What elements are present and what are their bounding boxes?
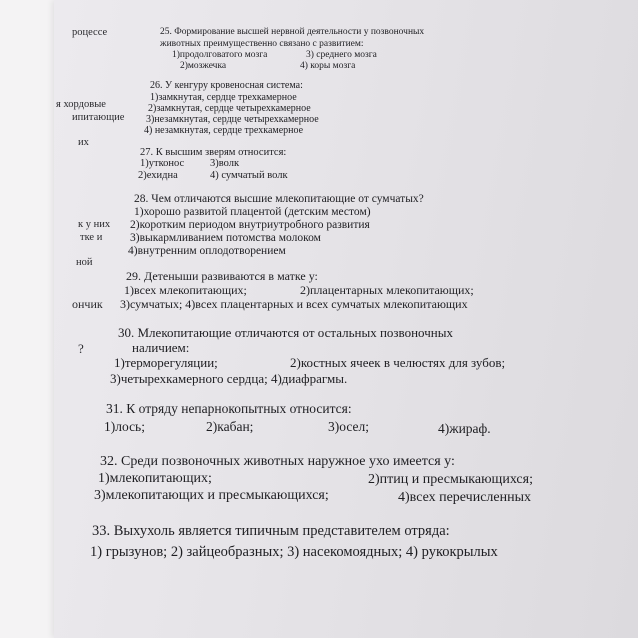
question-29-options-3-4: 3)сумчатых; 4)всех плацентарных и всех сумчатых млекопитающих bbox=[120, 297, 468, 311]
question-29-option-2: 2)плацентарных млекопитающих; bbox=[300, 283, 474, 297]
left-fragment: их bbox=[78, 137, 89, 148]
question-25-option-1: 1)продолговатого мозга bbox=[172, 50, 268, 60]
question-33-stem: 33. Выхухоль является типичным представителем отряда: bbox=[92, 523, 450, 539]
question-29-option-1: 1)всех млекопитающих; bbox=[124, 283, 247, 297]
question-31-option-3: 3)осел; bbox=[328, 419, 369, 434]
left-fragment: я хордовые bbox=[56, 99, 106, 110]
question-26-stem: 26. У кенгуру кровеносная система: bbox=[150, 80, 303, 91]
question-30-stem-cont: наличием: bbox=[132, 340, 190, 355]
question-27-option-4: 4) сумчатый волк bbox=[210, 170, 288, 181]
question-28-option-1: 1)хорошо развитой плацентой (детским местом) bbox=[134, 206, 371, 218]
question-31-option-1: 1)лось; bbox=[104, 419, 145, 434]
left-fragment: ипитающие bbox=[72, 112, 125, 123]
question-32-option-1: 1)млекопитающих; bbox=[98, 471, 212, 486]
left-fragment: ончик bbox=[72, 297, 103, 311]
question-31-stem: 31. К отряду непарнокопытных относится: bbox=[106, 401, 352, 416]
question-26-option-3: 3)незамкнутая, сердце четырехкамерное bbox=[146, 114, 319, 125]
question-28-option-2: 2)коротким периодом внутриутробного развития bbox=[130, 219, 370, 231]
question-25-stem-cont: животных преимущественно связано с развитием: bbox=[160, 39, 364, 49]
question-25-stem: 25. Формирование высшей нервной деятельности у позвоночных bbox=[160, 27, 425, 37]
question-25-option-4: 4) коры мозга bbox=[300, 61, 356, 71]
question-25-option-2: 2)мозжечка bbox=[180, 61, 227, 71]
question-30-options-3-4: 3)четырехкамерного сердца; 4)диафрагмы. bbox=[110, 371, 348, 386]
question-30-stem: 30. Млекопитающие отличаются от остальных позвоночных bbox=[118, 325, 453, 340]
question-32-option-2: 2)птиц и пресмыкающихся; bbox=[368, 472, 533, 487]
left-fragment: тке и bbox=[80, 232, 103, 243]
question-31-option-2: 2)кабан; bbox=[206, 419, 254, 434]
question-28-stem: 28. Чем отличаются высшие млекопитающие от сумчатых? bbox=[134, 193, 424, 205]
question-26-option-1: 1)замкнутая, сердце трехкамерное bbox=[150, 92, 297, 103]
left-fragment: роцессе bbox=[72, 27, 108, 38]
question-27-option-1: 1)утконос bbox=[140, 158, 185, 169]
question-25-option-3: 3) среднего мозга bbox=[306, 50, 377, 60]
question-29-stem: 29. Детеныши развиваются в матке у: bbox=[126, 269, 318, 283]
question-31-option-4: 4)жираф. bbox=[438, 421, 491, 436]
left-fragment: к у них bbox=[78, 219, 111, 230]
left-fragment: ? bbox=[78, 341, 84, 356]
test-sheet bbox=[54, 0, 638, 638]
question-32-stem: 32. Среди позвоночных животных наружное ухо имеется у: bbox=[100, 454, 455, 469]
question-27-option-2: 2)ехидна bbox=[138, 170, 178, 181]
question-28-option-4: 4)внутренним оплодотворением bbox=[128, 245, 286, 257]
question-30-option-1: 1)терморегуляции; bbox=[114, 355, 218, 370]
question-28-option-3: 3)выкармливанием потомства молоком bbox=[130, 232, 321, 244]
left-fragment: ной bbox=[76, 257, 93, 268]
question-27-stem: 27. К высшим зверям относится: bbox=[140, 147, 287, 158]
question-33-options: 1) грызунов; 2) зайцеобразных; 3) насекомоядных; 4) рукокрылых bbox=[90, 544, 498, 560]
question-30-option-2: 2)костных ячеек в челюстях для зубов; bbox=[290, 355, 506, 370]
question-32-option-4: 4)всех перечисленных bbox=[398, 490, 532, 505]
question-26-option-2: 2)замкнутая, сердце четырехкамерное bbox=[148, 103, 311, 114]
question-27-option-3: 3)волк bbox=[210, 158, 240, 169]
question-32-option-3: 3)млекопитающих и пресмыкающихся; bbox=[94, 488, 329, 503]
question-26-option-4: 4) незамкнутая, сердце трехкамерное bbox=[144, 125, 304, 136]
